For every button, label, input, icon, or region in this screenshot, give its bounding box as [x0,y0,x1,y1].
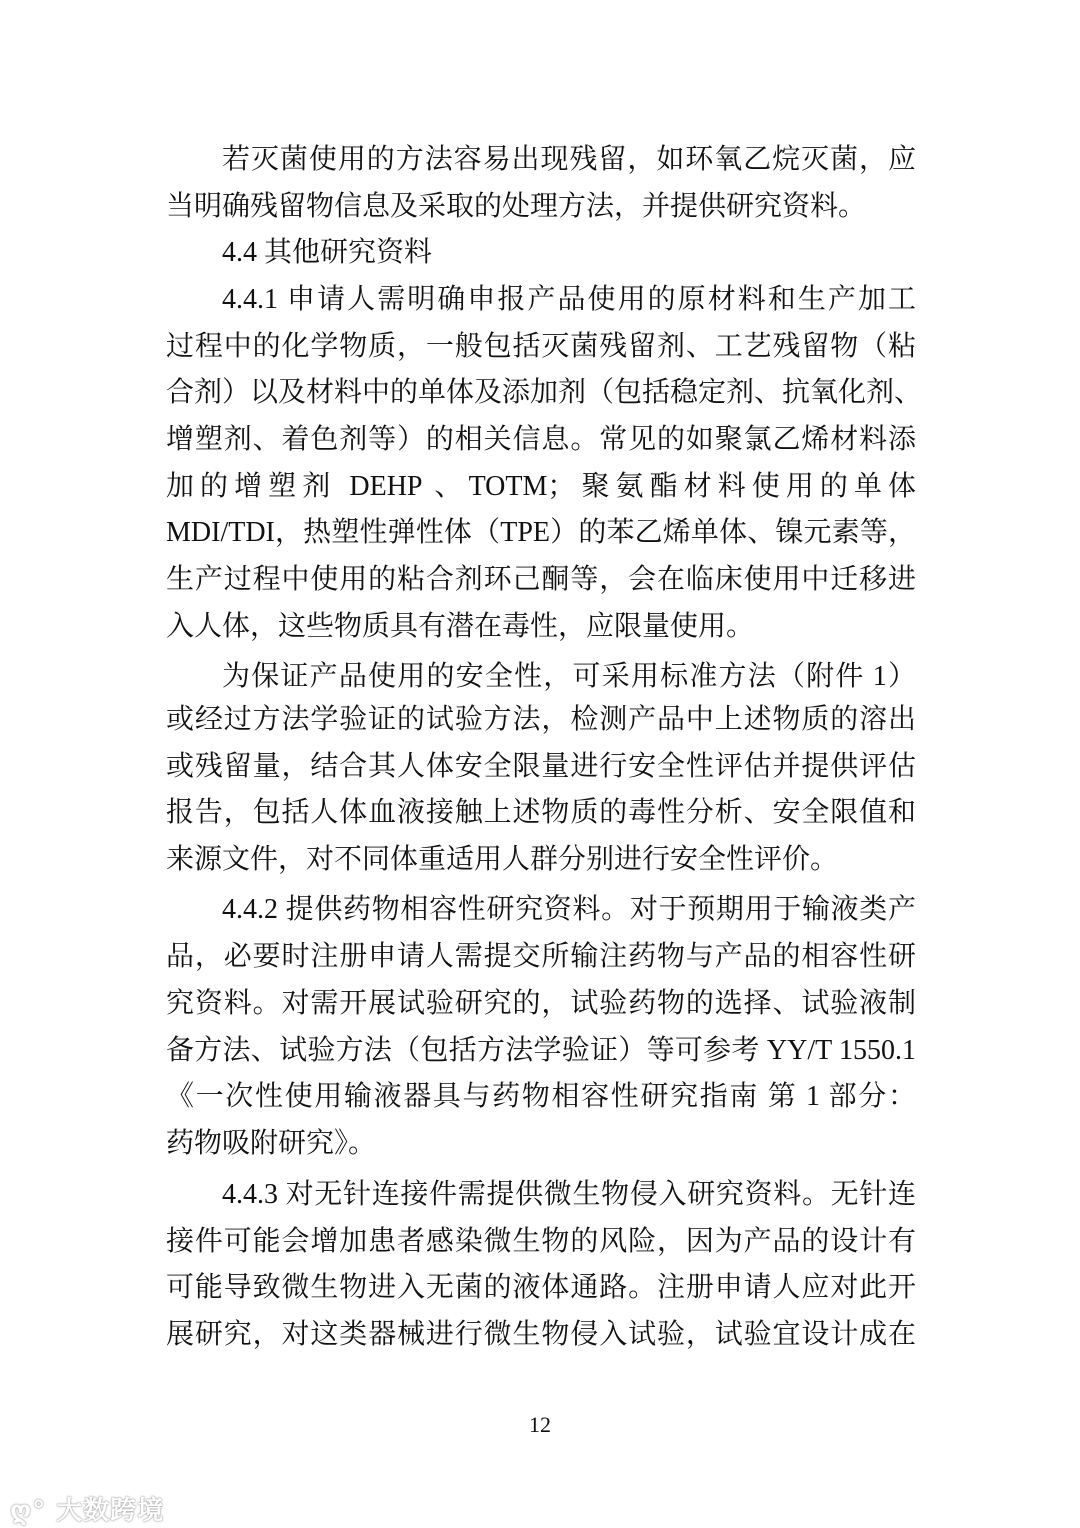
text-line: 为保证产品使用的安全性，可采用标准方法（附件 1） [222,661,916,692]
text-line: 品，必要时注册申请人需提交所输注药物与产品的相容性研 [166,941,916,972]
text-line: 来源文件，对不同体重适用人群分别进行安全性评价。 [166,844,839,875]
text-line: 加的增塑剂 DEHP 、TOTM；聚氨酯材料使用的单体 [166,471,916,502]
text-line: 入人体，这些物质具有潜在毒性，应限量使用。 [166,611,755,642]
watermark-text: 大数跨境 [56,1496,165,1526]
text-line: 或经过方法学验证的试验方法，检测产品中上述物质的溶出 [166,704,916,735]
text-line: 增塑剂、着色剂等）的相关信息。常见的如聚氯乙烯材料添 [166,424,916,455]
text-line: 生产过程中使用的粘合剂环己酮等，会在临床使用中迁移进 [166,564,916,595]
watermark-logo: ღ° 大数跨境 [10,1496,165,1526]
text-line: 当明确残留物信息及采取的处理方法，并提供研究资料。 [166,191,867,222]
text-line: MDI/TDI，热塑性弹性体（TPE）的苯乙烯单体、镍元素等， [166,517,916,548]
text-line: 《一次性使用输液器具与药物相容性研究指南 第 1 部分： [166,1081,916,1112]
text-line: 4.4.3 对无针连接件需提供微生物侵入研究资料。无针连 [222,1179,916,1210]
text-line: 究资料。对需开展试验研究的，试验药物的选择、试验液制 [166,988,916,1019]
text-line: 合剂）以及材料中的单体及添加剂（包括稳定剂、抗氧化剂、 [166,377,923,408]
text-line: 若灭菌使用的方法容易出现残留，如环氧乙烷灭菌，应 [222,144,916,175]
text-line: 4.4.2 提供药物相容性研究资料。对于预期用于输液类产 [222,894,916,925]
text-line: 展研究，对这类器械进行微生物侵入试验，试验宜设计成在 [166,1319,916,1350]
text-line: 接件可能会增加患者感染微生物的风险，因为产品的设计有 [166,1226,916,1257]
text-line: 药物吸附研究》。 [166,1128,377,1159]
text-line: 4.4.1 申请人需明确申报产品使用的原材料和生产加工 [222,284,916,315]
page-number: 12 [529,1412,551,1437]
text-line: 备方法、试验方法（包括方法学验证）等可参考 YY/T 1550.1 [166,1035,916,1066]
text-line: 过程中的化学物质，一般包括灭菌残留剂、工艺残留物（粘 [166,331,916,362]
text-line: 可能导致微生物进入无菌的液体通路。注册申请人应对此开 [166,1272,916,1303]
text-line: 4.4 其他研究资料 [222,237,433,268]
text-line: 报告，包括人体血液接触上述物质的毒性分析、安全限值和 [166,797,916,828]
text-line: 或残留量，结合其人体安全限量进行安全性评估并提供评估 [166,751,916,782]
